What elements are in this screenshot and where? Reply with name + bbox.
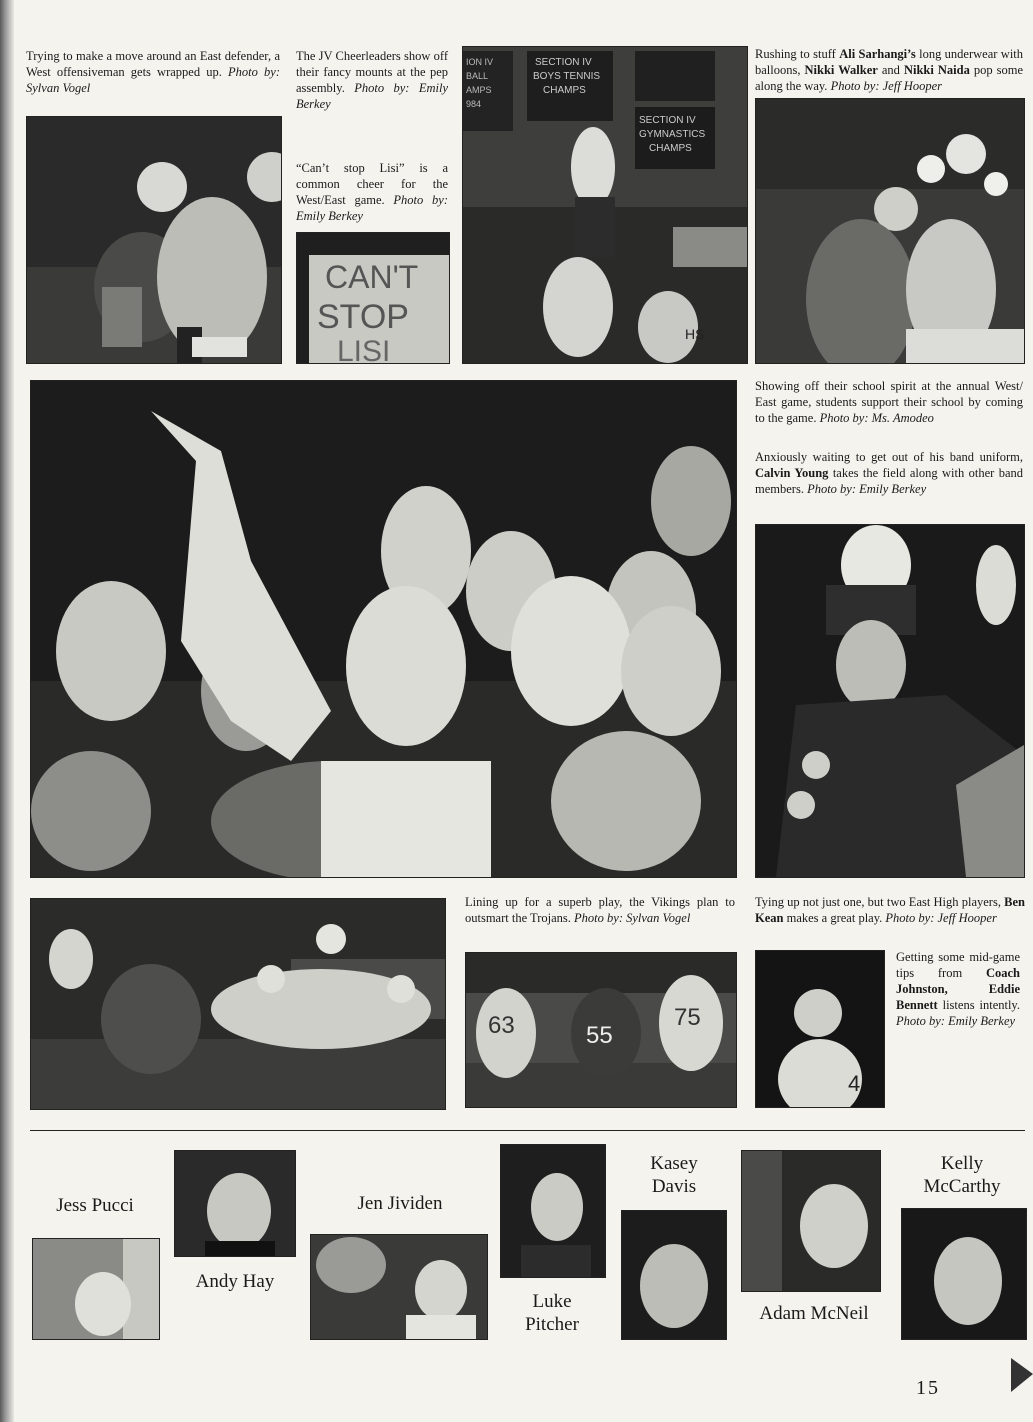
photo-credit: Photo by: Ms. Amodeo [819, 411, 934, 425]
jersey-number-63: 63 [488, 1012, 515, 1039]
gym-banner2-line1: SECTION IV [639, 115, 696, 126]
name-line: Kasey [650, 1153, 698, 1174]
caption-coach-tips [896, 949, 1020, 1029]
photo-luke-pitcher [500, 1144, 606, 1278]
gym-left-banner-line3: AMPS [466, 85, 492, 95]
photo-band-member [755, 524, 1025, 878]
caption-text: Lining up for a superb play, the Vikings plan to outsmart the Trojans. [465, 895, 735, 925]
caption-text: pop some along the way. [755, 63, 1024, 93]
name-jess-pucci: Jess Pucci [56, 1195, 134, 1216]
page-number: 15 [916, 1377, 940, 1399]
caption-text: The JV Cheerleaders show off their fancy mounts at the pep assembly. [296, 49, 448, 95]
section-divider [30, 1130, 1025, 1131]
banner-text-cant: CAN'T [325, 259, 419, 295]
name-kasey-davis [622, 1152, 726, 1198]
student-name: Eddie Bennett [896, 982, 1020, 1012]
student-name: Calvin Young [755, 466, 829, 480]
caption-cant-stop [296, 160, 448, 224]
name-line: Davis [651, 1176, 697, 1197]
caption-text: takes the field along with other band members. [755, 466, 1024, 496]
caption-text: Showing off their school spirit at the annual West/ East game, students support their school by coming to the game. [755, 379, 1023, 425]
name-line: Luke [532, 1291, 572, 1312]
photo-credit: Photo by: Emily Berkey [896, 1014, 1016, 1028]
name-andy-hay: Andy Hay [195, 1271, 275, 1292]
photo-jen-jividen [310, 1234, 488, 1340]
photo-balloon-stuffing [755, 98, 1025, 364]
jersey-number-75: 75 [674, 1004, 701, 1031]
student-name: Nikki Walker [804, 63, 878, 77]
caption-text: “Can’t stop Lisi” is a common cheer for the West/East game. [296, 161, 448, 207]
student-name: Nikki Naida [903, 63, 970, 77]
name-line: McCarthy [923, 1176, 1001, 1197]
photo-cant-stop-banner [296, 232, 450, 364]
uniform-hs-text: HS [685, 326, 705, 342]
caption-school-spirit [755, 378, 1023, 426]
photo-cheerleaders-gym [462, 46, 748, 364]
caption-tying-up [755, 894, 1025, 926]
caption-text: Trying to make a move around an East defender, a West offensiveman gets wrapped up. [26, 49, 280, 79]
jersey-number-55: 55 [586, 1022, 613, 1049]
caption-football-move [26, 48, 280, 96]
name-line: Kelly [940, 1153, 984, 1174]
caption-text: and [881, 63, 900, 77]
jersey-number-4: 4 [848, 1071, 861, 1096]
caption-text: Tying up not just one, but two East High players, [755, 895, 1001, 909]
caption-band [755, 449, 1023, 497]
student-name: Ben Kean [755, 895, 1025, 925]
photo-player-sideline [755, 950, 885, 1108]
photo-crowd-cheering [30, 380, 737, 878]
photo-credit: Photo by: Emily Berkey [296, 81, 448, 111]
name-jen-jividen: Jen Jividen [357, 1193, 443, 1214]
name-kelly-mccarthy [906, 1152, 1018, 1198]
gym-left-banner-line1: ION IV [466, 57, 494, 67]
gym-banner2-line3: CHAMPS [649, 143, 692, 154]
photo-credit: Photo by: Jeff Hooper [830, 79, 942, 93]
photo-kasey-davis [621, 1210, 727, 1340]
gym-banner1-line1: SECTION IV [535, 57, 592, 68]
caption-text: makes a great play. [786, 911, 883, 925]
photo-vikings-play [465, 952, 737, 1108]
caption-text: Rushing to stuff [755, 47, 836, 61]
student-name: Ali Sarhangi’s [839, 47, 916, 61]
caption-text: Anxiously waiting to get out of his band uniform, [755, 450, 1023, 464]
banner-text-stop: STOP [317, 298, 409, 336]
caption-text: Getting some mid-game tips from [896, 950, 1020, 980]
corner-arrow-icon [1008, 1352, 1033, 1407]
coach-name: Coach Johnston, [896, 966, 1021, 996]
caption-text: listens intently. [942, 998, 1020, 1012]
photo-line-of-scrimmage [30, 898, 446, 1110]
photo-credit: Photo by: Sylvan Vogel [574, 911, 691, 925]
photo-kelly-mccarthy [901, 1208, 1027, 1340]
gym-left-banner-line2: BALL [466, 71, 489, 81]
caption-jv-cheer [296, 48, 448, 112]
caption-vikings-play [465, 894, 735, 926]
photo-football-tackle [26, 116, 282, 364]
photo-jess-pucci [32, 1238, 160, 1340]
name-luke-pitcher [500, 1290, 604, 1336]
binding-shadow [0, 0, 14, 1422]
banner-text-lisi: LISI [337, 335, 391, 363]
gym-banner2-line2: GYMNASTICS [639, 129, 706, 140]
name-line: Pitcher [525, 1314, 579, 1335]
name-adam-mcneil: Adam McNeil [759, 1303, 869, 1324]
photo-credit: Photo by: Jeff Hooper [885, 911, 997, 925]
photo-credit: Photo by: Emily Berkey [807, 482, 927, 496]
gym-banner1-line3: CHAMPS [543, 85, 586, 96]
gym-banner1-line2: BOYS TENNIS [533, 71, 601, 82]
photo-adam-mcneil [741, 1150, 881, 1292]
caption-text: long underwear with balloons, [755, 47, 1024, 77]
photo-andy-hay [174, 1150, 296, 1257]
gym-left-banner-line4: 984 [466, 99, 482, 109]
photo-credit: Photo by: Sylvan Vogel [26, 65, 280, 95]
caption-rushing-balloons [755, 46, 1023, 94]
photo-credit: Photo by: Emily Berkey [296, 193, 448, 223]
